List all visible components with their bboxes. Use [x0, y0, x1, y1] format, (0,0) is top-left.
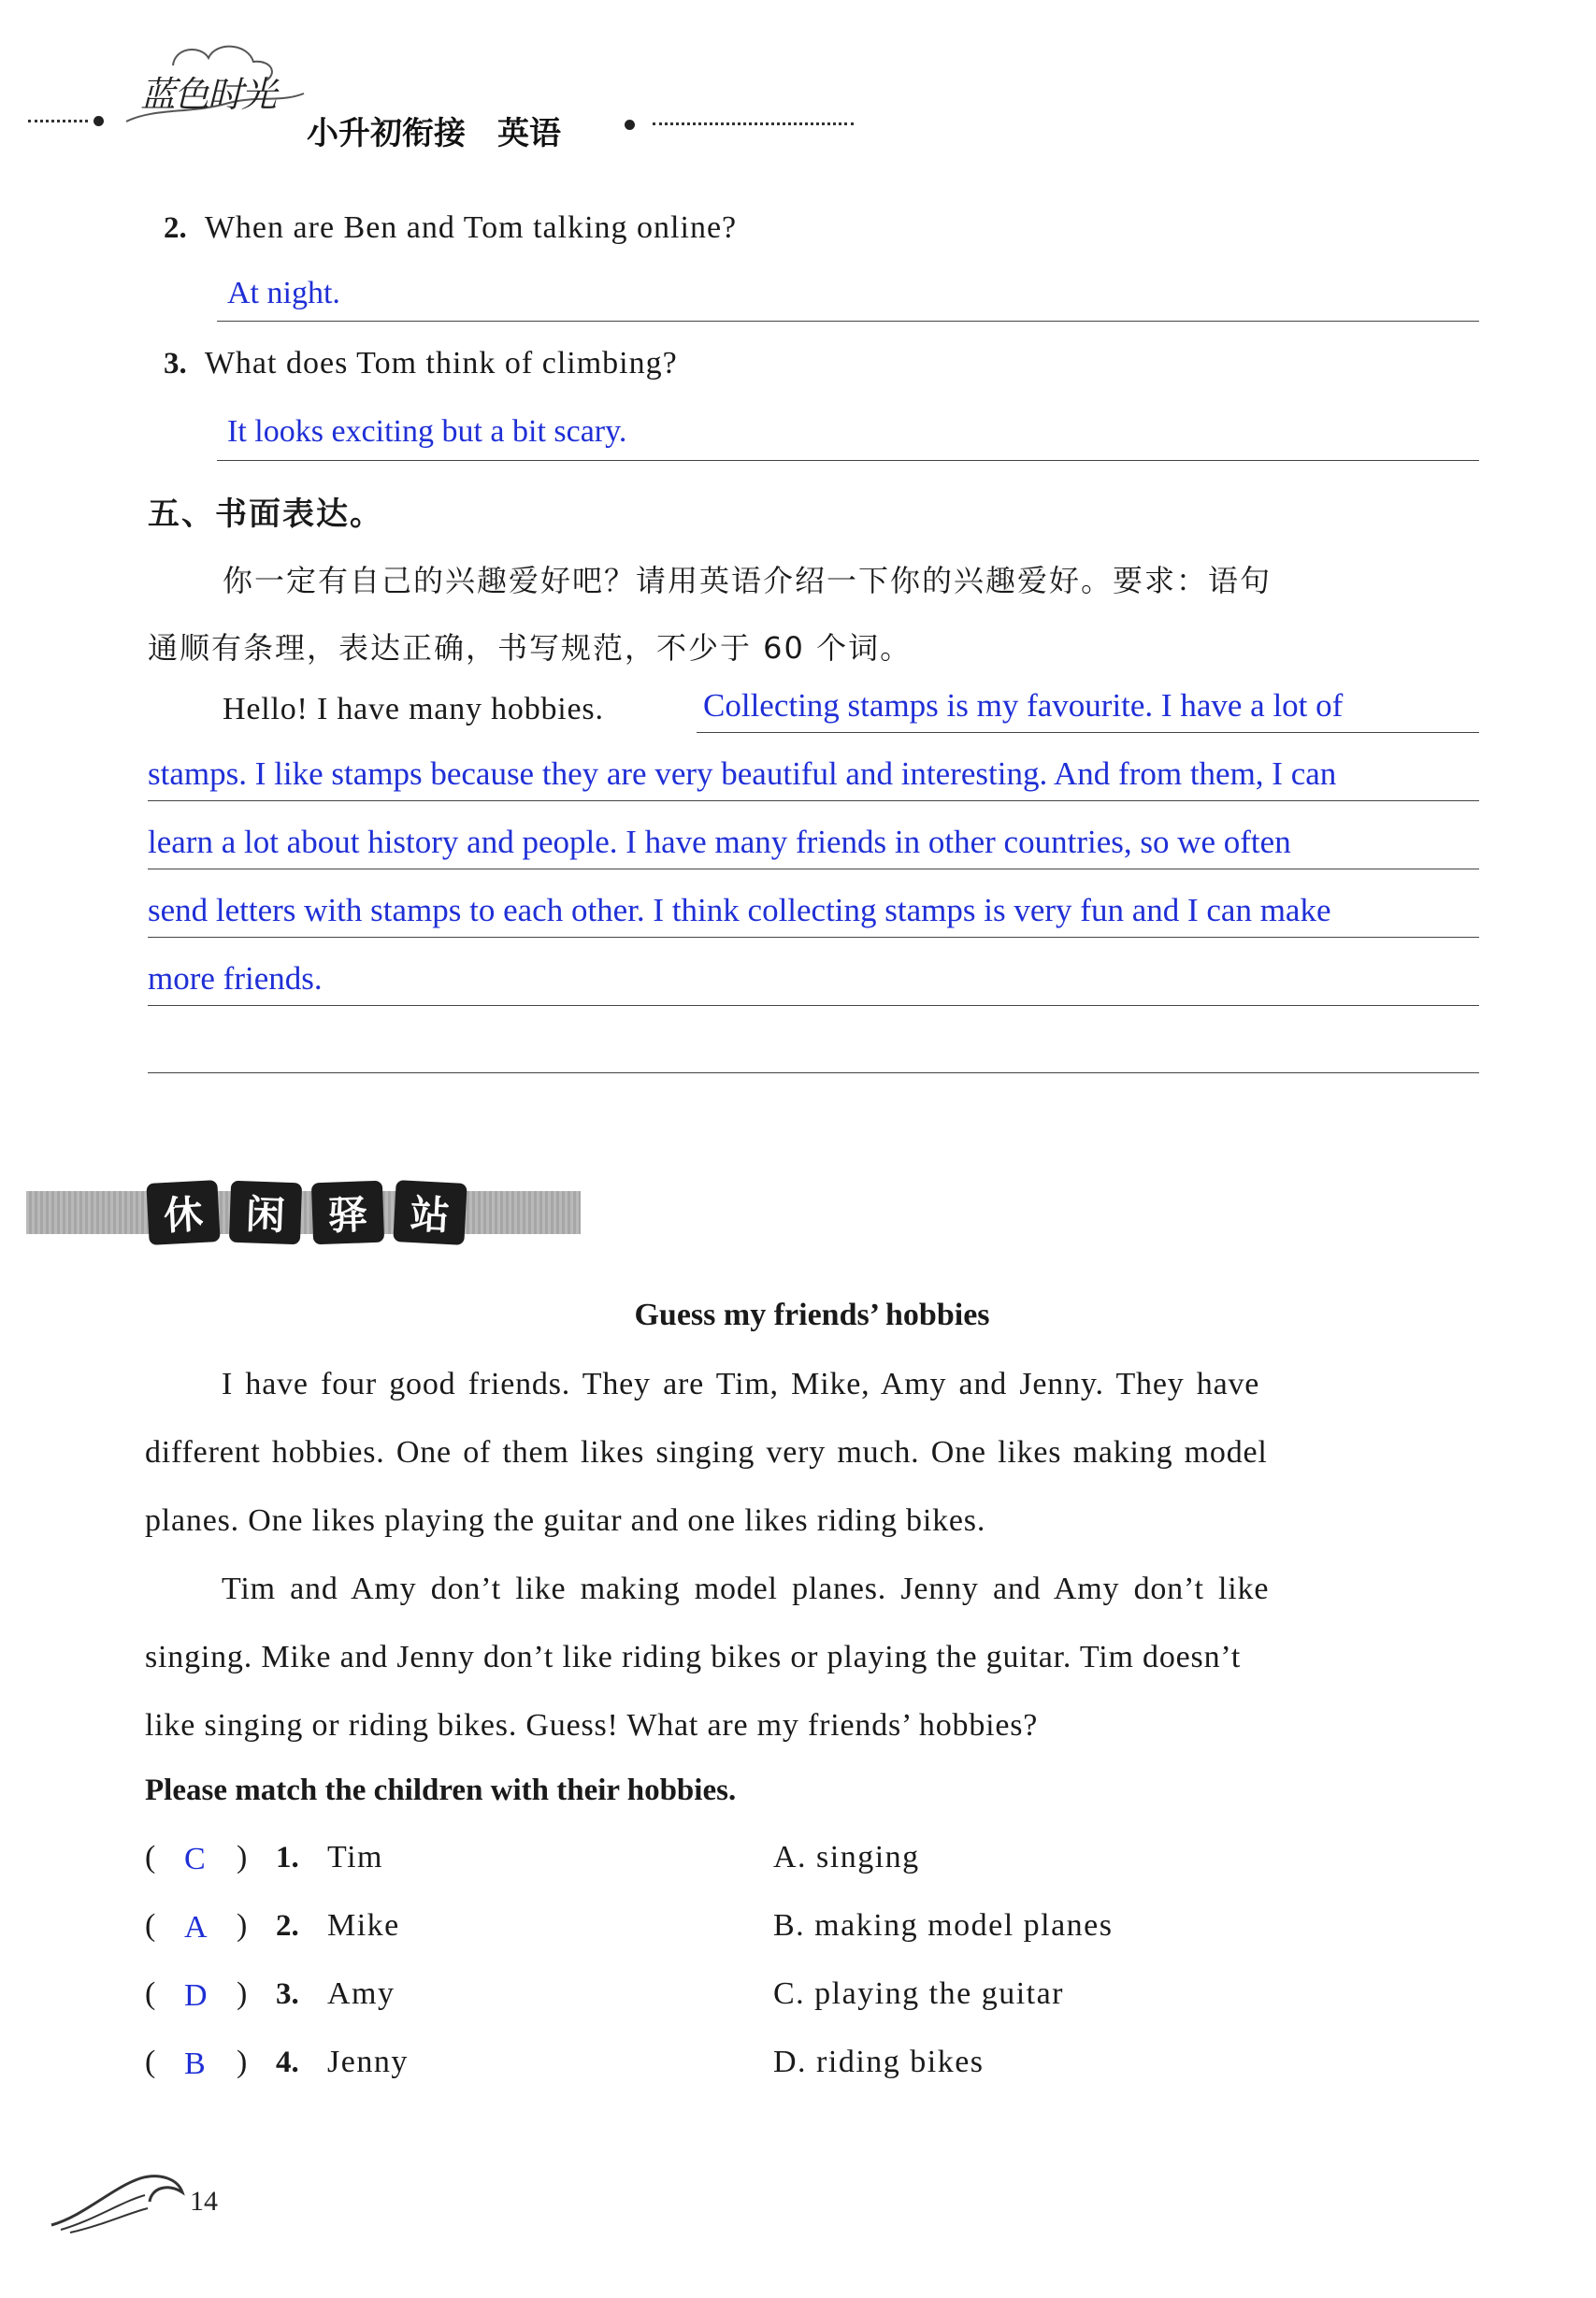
match-name: Mike — [327, 1908, 400, 1943]
story-line: like singing or riding bikes. Guess! What are my friends’ hobbies? — [145, 1708, 1039, 1743]
match-answer: B — [184, 2047, 206, 2081]
close-paren: ) — [237, 1976, 249, 2011]
banner-tiles — [148, 1182, 484, 1243]
header-dot-right — [625, 120, 635, 130]
answer-line — [217, 460, 1479, 461]
match-option: D. riding bikes — [773, 2045, 985, 2079]
match-answer: D — [184, 1978, 208, 2013]
writing-line — [148, 1072, 1479, 1073]
writing-line — [148, 800, 1479, 801]
match-answer: A — [184, 1910, 208, 1945]
page-header — [0, 0, 1596, 159]
match-number: 2. — [276, 1909, 299, 1943]
match-instruction: Please match the children with their hobbies. — [145, 1774, 737, 1807]
essay-line: learn a lot about history and people. I have many friends in other countries, so we often — [148, 824, 1291, 860]
section-5-instruction: 通顺有条理，表达正确，书写规范，不少于 60 个词。 — [148, 630, 913, 666]
match-answer: C — [184, 1842, 206, 1876]
writing-line — [697, 732, 1479, 733]
answer-2: At night. — [227, 276, 340, 310]
match-option: A. singing — [773, 1840, 920, 1874]
header-dotted-right — [653, 122, 854, 125]
book-title: 小升初衔接 英语 — [307, 115, 561, 152]
banner-tile — [229, 1181, 302, 1245]
story-line: planes. One likes playing the guitar and one likes riding bikes. — [145, 1503, 986, 1538]
essay-line: stamps. I like stamps because they are very beautiful and interesting. And from them, I can — [148, 755, 1337, 792]
answer-line — [217, 321, 1479, 322]
match-option: C. playing the guitar — [773, 1976, 1065, 2011]
story-line: singing. Mike and Jenny don’t like riding bikes or playing the guitar. Tim doesn’t — [145, 1640, 1242, 1674]
open-paren: ( — [145, 1976, 157, 2011]
answer-3: It looks exciting but a bit scary. — [227, 414, 627, 449]
match-name: Tim — [327, 1840, 383, 1874]
match-row — [145, 1840, 1360, 1883]
section-5-title: 五、书面表达。 — [148, 496, 383, 533]
banner-tile — [311, 1181, 384, 1245]
match-number: 4. — [276, 2046, 299, 2079]
banner-char: 站 — [409, 1190, 452, 1240]
match-name: Amy — [327, 1976, 395, 2011]
question-number: 3. — [164, 347, 187, 381]
close-paren: ) — [237, 1840, 249, 1874]
story-line: Tim and Amy don’t like making model planes. Jenny and Amy don’t like — [222, 1572, 1270, 1606]
essay-line: Collecting stamps is my favourite. I have a lot of — [703, 687, 1344, 724]
banner-tile — [146, 1180, 220, 1245]
header-dot-left — [93, 116, 104, 126]
open-paren: ( — [145, 2045, 157, 2079]
match-option: B. making model planes — [773, 1908, 1114, 1943]
question-text: What does Tom think of climbing? — [204, 346, 678, 381]
header-dotted-left — [28, 120, 88, 122]
essay-line: more friends. — [148, 960, 323, 997]
writing-line — [148, 937, 1479, 938]
match-row — [145, 1976, 1360, 2019]
banner-char: 闲 — [245, 1191, 286, 1239]
match-row — [145, 1908, 1360, 1951]
banner-char: 驿 — [327, 1191, 368, 1239]
match-row — [145, 2045, 1360, 2088]
section-5-instruction: 你一定有自己的兴趣爱好吧？请用英语介绍一下你的兴趣爱好。要求：语句 — [223, 563, 1272, 598]
match-number: 1. — [276, 1841, 299, 1874]
leisure-banner — [26, 1182, 581, 1243]
question-text: When are Ben and Tom talking online? — [204, 210, 738, 245]
question-2 — [164, 210, 737, 246]
question-3 — [164, 346, 678, 381]
essay-starter: Hello! I have many hobbies. — [223, 692, 604, 726]
logo-text: 蓝色时光 — [140, 74, 276, 115]
story-line: different hobbies. One of them likes singing very much. One likes making model — [145, 1435, 1268, 1470]
page-number: 14 — [190, 2186, 218, 2217]
close-paren: ) — [237, 1908, 249, 1943]
match-number: 3. — [276, 1977, 299, 2011]
close-paren: ) — [237, 2045, 249, 2079]
open-paren: ( — [145, 1840, 157, 1874]
match-name: Jenny — [327, 2045, 409, 2079]
open-paren: ( — [145, 1908, 157, 1943]
wave-icon — [47, 2150, 196, 2234]
essay-line: send letters with stamps to each other. I think collecting stamps is very fun and I can make — [148, 892, 1331, 928]
story-line: I have four good friends. They are Tim, Mike, Amy and Jenny. They have — [222, 1367, 1260, 1401]
banner-char: 休 — [162, 1190, 205, 1240]
story-title: Guess my friends’ hobbies — [634, 1298, 990, 1332]
banner-tile — [393, 1180, 467, 1245]
question-number: 2. — [164, 211, 187, 245]
writing-line — [148, 1005, 1479, 1006]
